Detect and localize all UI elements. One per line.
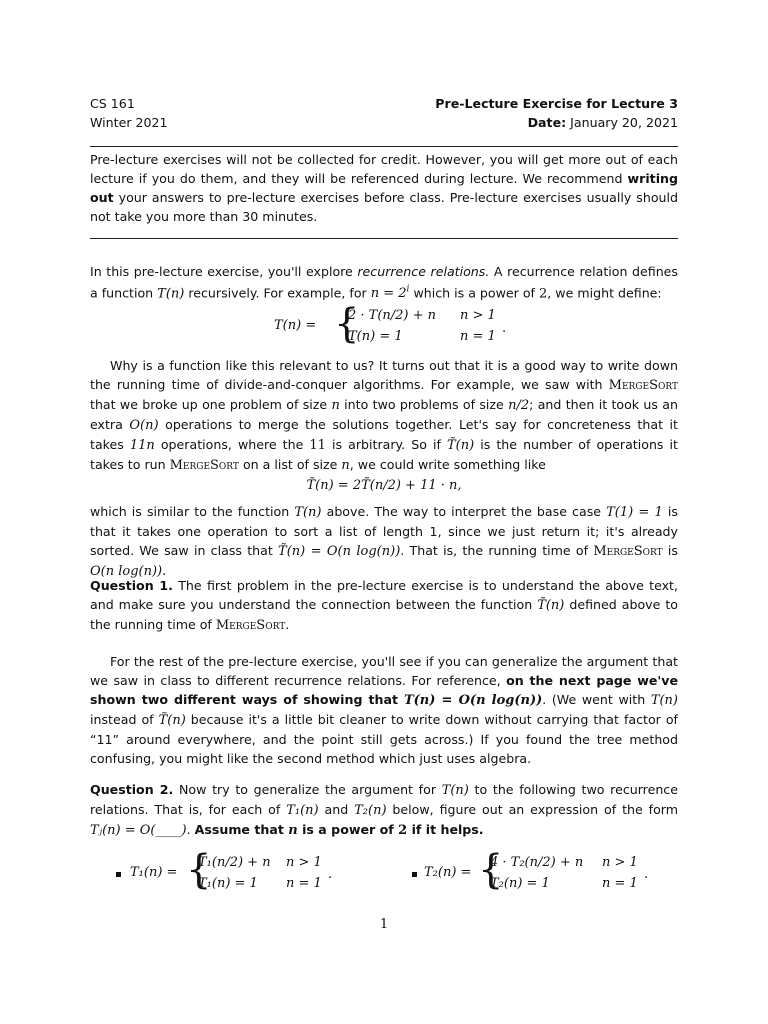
rec1-case2-cond: n = 1 [286,876,322,891]
paragraph-4 [90,652,678,768]
math-two: 2 [539,286,548,302]
math-exponent-i: i [406,285,410,295]
bottom-rule [90,238,678,239]
q1-label: Question 1. [90,578,173,593]
p4-text-d: because it's a little bit cleaner to write down without carrying that factor of “11” around everywhere, and the point still gets across.) If you found the tree method confusing, you might like the second method which just uses algebra. [90,712,678,766]
math-n-eq-2i [371,286,410,301]
math-Tn-3: T(n) [650,693,678,708]
math-n-3: n [288,823,298,838]
p1-emphasis: recurrence relations. [357,264,490,279]
math-T-tilde-3: T̃(n) [158,713,186,728]
p4-text-a: For the rest of the pre-lecture exercise, you'll see if you can generalize the argument that we saw in class to different recurrence relations. For reference, [90,654,678,688]
q2-label: Question 2. [90,782,174,797]
rec2-period: . [644,867,649,882]
math-Tn-4: T(n) [441,783,469,798]
rec1-case1-cond: n > 1 [286,855,322,870]
header [90,94,678,134]
p2-text-f: operations, where the [154,437,310,452]
rec2-lhs: T₂(n) = [424,865,472,880]
math-T-tilde: T̃(n) [446,438,475,453]
q2-bold-1: Assume that [194,822,289,837]
p2-text-i: on a list of size [238,457,342,472]
math-T1n: T₁(n) [286,803,319,818]
eq1-case1-expr: 2 · T(n/2) + n [348,308,437,323]
recurrence-1 [110,847,370,896]
intro-bold: writing out [90,171,678,205]
bullet-1 [116,872,121,877]
question-1 [90,576,678,635]
q1-mergesort: MergeSort [215,618,286,633]
rec2-brace: { [478,847,504,893]
p1-text-b: A recurrence relation defines a function [90,264,678,301]
p2-text-a: Why is a function like this relevant to us? It turns out that it is a good way to write down the running time of divide-and-conquer algorithms. For example, we saw with [90,358,678,392]
p2-mergesort-1: MergeSort [608,378,678,393]
date-label: Date: [527,115,567,130]
p4-text-b: . (We went with [542,692,651,707]
math-T-tilde-2: T̃(n) [537,598,565,613]
rec1-lhs: T₁(n) = [130,865,178,880]
p2-text-h: is the number of operations it takes to run [90,437,678,472]
intro-note [90,150,678,226]
rec2-case2-cond: n = 1 [602,876,638,891]
left-brace: { [334,301,360,347]
q2-text-e: . [186,822,195,837]
math-n-eq-2: n = 2 [370,286,407,302]
p3-text-d: . That is, the running time of [400,543,594,558]
math-Tj-form: Tⱼ(n) = O(____) [90,823,187,838]
p2-text-d: ; and then it took us an extra [90,397,678,432]
p2-text-g: is arbitrary. So if [325,437,447,452]
math-two-2: 2 [398,823,408,838]
term: Winter 2021 [90,115,168,130]
q2-bold-2: is a power of [297,822,399,837]
q2-text-c: and [318,802,355,817]
rec2-case1-expr: 4 · T₂(n/2) + n [490,855,584,870]
rec1-period: . [328,867,333,882]
p1-text-d: which is a power of [409,285,539,301]
math-n-over-2: n/2 [508,398,530,413]
p1-text-e: , we might define: [547,285,662,301]
q1-text-b: defined above to the running time of [90,597,678,632]
math-n: n [331,398,340,413]
math-On: O(n) [129,418,159,433]
bullet-2 [412,872,417,877]
intro-text-2: your answers to pre-lecture exercises before class. Pre-lecture exercises usually should not take you more than 30 minutes. [90,190,678,224]
math-Tn: T(n) [157,286,185,302]
q1-text-a: The first problem in the pre-lecture exercise is to understand the above text, and make sure you understand the connection between the function [90,578,678,612]
rec1-case1-expr: T₁(n/2) + n [198,855,271,870]
rec2-case1-cond: n > 1 [602,855,638,870]
math-n-2: n [341,458,350,473]
paragraph-2 [90,356,678,475]
p3-text-e: is [662,543,678,558]
math-T2n: T₂(n) [354,803,387,818]
p2-mergesort-2: MergeSort [169,458,239,473]
paragraph-3 [90,502,678,581]
math-T1-eq-1: T(1) = 1 [606,505,663,520]
header-right [435,94,678,132]
p3-mergesort: MergeSort [593,544,663,559]
question-2 [90,780,678,840]
eq1-period: . [502,321,507,336]
p2-text-c: into two problems of size [339,397,509,412]
q1-text-c: . [285,617,290,632]
math-On-log-n: O(n log(n)). [90,564,167,579]
p1-text-a: In this pre-lecture exercise, you'll explore [90,264,358,279]
document-title: Pre-Lecture Exercise for Lecture 3 [435,96,678,111]
q2-text-d: below, figure out an expression of the form [386,802,678,817]
math-11n: 11n [129,438,155,453]
date-value: January 20, 2021 [570,115,678,130]
q2-text-a: Now try to generalize the argument for [173,782,442,797]
math-Tn-eq-On-log-n: T(n) = O(n log(n)) [403,693,543,708]
p4-text-c: instead of [90,712,159,727]
equation-1 [274,301,594,350]
rec1-case2-expr: T₁(n) = 1 [198,876,258,891]
equation-2: T̃(n) = 2T̃(n/2) + 11 · n, [306,478,462,493]
p2-text-j: , we could write something like [349,457,546,472]
document-page [90,0,678,1024]
p2-text-e: operations to merge the solutions together. Let's say for concreteness that it takes [90,417,678,452]
eq1-lhs: T(n) = [274,318,317,333]
q2-bold-3: if it helps. [407,822,484,837]
math-Tn-2: T(n) [294,505,322,520]
rec1-brace: { [186,847,212,893]
intro-text-1: Pre-lecture exercises will not be collected for credit. However, you will get more out of each lecture if you do them, and they will be referenced during lecture. We recommend [90,152,678,186]
q2-text-b: to the following two recurrence relations. That is, for each of [90,782,678,817]
p3-text-c: is that it takes one operation to sort a list of length 1, since we just return it; it's already sorted. We saw in class that [90,504,678,558]
math-11: 11 [309,438,326,453]
paragraph-1 [90,262,678,303]
eq1-case2-expr: T(n) = 1 [348,329,403,344]
p2-text-b: that we broke up one problem of size [90,397,332,412]
p3-text-b: above. The way to interpret the base case [321,504,607,519]
eq1-case1-cond: n > 1 [460,308,496,323]
p3-text-a: which is similar to the function [90,504,295,519]
page-number: 1 [379,917,389,932]
course-name: CS 161 [90,96,135,111]
p4-bold: on the next page we've shown two different ways of showing that [90,673,679,707]
math-T-tilde-eq: T̃(n) = O(n log(n)) [278,544,401,559]
header-left [90,94,168,132]
date-line [435,113,678,132]
recurrence-2 [406,847,678,896]
top-rule [90,146,678,147]
eq1-case2-cond: n = 1 [460,329,496,344]
rec2-case2-expr: T₂(n) = 1 [490,876,550,891]
p1-text-c: recursively. For example, for [184,285,371,301]
